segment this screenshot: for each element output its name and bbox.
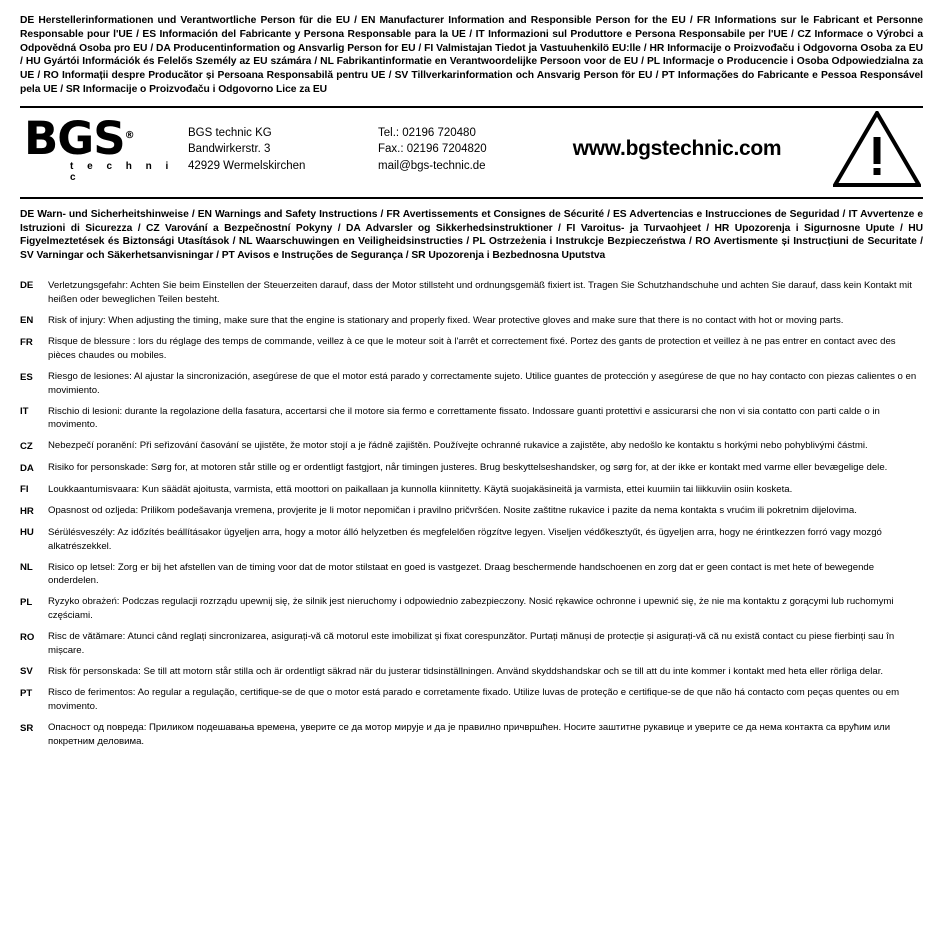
bgs-logo-wordmark: [24, 111, 174, 165]
safety-note-text: Risk of injury: When adjusting the timing, make sure that the engine is stationary and properly fixed. Wear protective gloves and make sure that there is no contact with hot or moving parts.: [48, 314, 844, 326]
list-item: [20, 370, 923, 397]
list-item: [20, 279, 923, 306]
safety-note-text: Risico op letsel: Zorg er bij het afstellen van de timing voor dat de motor stilstaat en goed is vastgezet. Draag beschermende handschoenen en zorg dat er geen contact is met hete of bewegende onderdelen.: [48, 561, 875, 587]
language-code: SV: [20, 666, 33, 678]
list-item: [20, 630, 923, 657]
safety-instructions-list: [20, 279, 923, 748]
company-telephone: Tel.: 02196 720480: [378, 126, 476, 139]
warning-triangle-icon: [833, 111, 921, 187]
list-item: [20, 504, 923, 518]
company-email: mail@bgs-technic.de: [378, 160, 486, 173]
company-city: 42929 Wermelskirchen: [188, 160, 306, 173]
safety-note-text: Rischio di lesioni: durante la regolazione della fasatura, accertarsi che il motore sia fermo e correttamente fissato. Indossare guanti protettivi e assicurarsi che non vi sia contatto con parti calde o in movimento.: [48, 405, 880, 431]
list-item: [20, 483, 923, 497]
language-code: EN: [20, 315, 34, 327]
language-code: FI: [20, 484, 29, 496]
list-item: [20, 335, 923, 362]
list-item: [20, 665, 923, 679]
list-item: [20, 405, 923, 432]
list-item: [20, 686, 923, 713]
company-street: Bandwirkerstr. 3: [188, 143, 271, 156]
language-code: FR: [20, 336, 33, 348]
bgs-logo-text: BGS: [24, 111, 125, 165]
company-address: [188, 123, 378, 175]
list-item: [20, 526, 923, 553]
safety-note-text: Risk för personskada: Se till att motorn står stilla och är ordentligt säkrad när du justerar tidsinställningen. Använd skyddshandskar och se till att du inte kommer i kontakt med heta eller rörliga delar.: [48, 665, 884, 677]
language-code: HR: [20, 505, 34, 517]
company-info-band: [20, 108, 923, 188]
language-code: HU: [20, 527, 34, 539]
language-code: PL: [20, 596, 33, 608]
safety-note-text: Nebezpečí poranění: Při seřizování časování se ujistěte, že motor stojí a je řádně zajištěn. Používejte ochranné rukavice a zajistěte, aby nedošlo ke kontaktu s horkými nebo pohyblivými částmi.: [48, 440, 868, 452]
list-item: [20, 561, 923, 588]
company-website: www.bgstechnic.com: [572, 136, 782, 160]
list-item: [20, 595, 923, 622]
list-item: [20, 721, 923, 748]
safety-note-text: Risiko for personskade: Sørg for, at motoren står stille og er ordentligt fastgjort, når timingen justeres. Brug beskyttelseshandsker, og sørg for, at der ikke er kontakt med varme eller bevægelige dele.: [48, 462, 888, 474]
manufacturer-info-header: DE Herstellerinformationen und Verantwortliche Person für die EU / EN Manufacturer Information and Responsible Person for the EU / FR Informations sur le Fabricant et Personne Responsable pour l'UE / ES Información del Fabricante y Persona Responsable para la UE / IT Informazioni sul Produttore e Persona Responsabile per l'UE / CZ Informace o Výrobci a Odpovědná Osoba pro EU / DA Producentinformation og Ansvarlig Person for EU / FI Valmistajan Tiedot ja Vastuuhenkilö EU:lle / HR Informacije o Proizvođaču i Odgovorna Osoba za EU / HU Gyártói Információk és Felelős Személy az EU számára / NL Fabrikantinformatie en Verantwoordelijke Persoon voor de EU / PL Informacje o Producencie i Osoba Odpowiedzialna za UE / RO Informații despre Producător și Persoana Responsabilă pentru UE / SV Tillverkarinformation och Ansvarig Person för EU / PT Informações do Fabricante e Pessoa Responsável pela UE / SR Informacije o Proizvođaču i Odgovorno Lice za EU: [20, 15, 923, 95]
registered-trademark-icon: ®: [124, 129, 134, 141]
company-fax: Fax.: 02196 7204820: [378, 143, 487, 156]
company-name: BGS technic KG: [188, 126, 272, 139]
bgs-logo-subtitle: t e c h n i c: [70, 160, 174, 183]
safety-note-text: Sérülésveszély: Az időzítés beállításakor ügyeljen arra, hogy a motor álló helyzetben és megfelelően rögzítve legyen. Viseljen védőkesztyűt, és ügyeljen arra, hogy ne érintkezzen forró vagy mozgó alkatrészekkel.: [48, 526, 882, 552]
language-code: IT: [20, 406, 29, 418]
list-item: [20, 439, 923, 453]
safety-note-text: Opasnost od ozljeda: Prilikom podešavanja vremena, provjerite je li motor nepomičan i pravilno pričvršćen. Nosite zaštitne rukavice i pazite da nema kontakta s vrućim ili pokretnim dijelovima.: [48, 505, 857, 517]
warning-symbol: [821, 111, 923, 187]
language-code: PT: [20, 687, 33, 699]
safety-note-text: Riesgo de lesiones: Al ajustar la sincronización, asegúrese de que el motor está parado y correctamente sujeto. Utilice guantes de protección y asegúrese de que no hay contacto con piezas calientes o en movimiento.: [48, 371, 917, 396]
language-code: DE: [20, 280, 34, 292]
language-code: RO: [20, 631, 35, 643]
list-item: [20, 461, 923, 475]
safety-note-text: Risc de vătămare: Atunci când reglați sincronizarea, asigurați-vă că motorul este imobilizat și fixat corespunzător. Purtați mănuși de protecție și asigurați-vă că nu există contact cu piese fierbinți sau în mișcare.: [48, 631, 895, 656]
safety-note-text: Risque de blessure : lors du réglage des temps de commande, veillez à ce que le moteur soit à l'arrêt et correctement fixé. Portez des gants de protection et veillez à ne pas entrer en contact avec des pièces chaudes ou mobiles.: [48, 336, 896, 361]
safety-note-text: Ryzyko obrażeń: Podczas regulacji rozrządu upewnij się, że silnik jest nieruchomy i odpowiednio zabezpieczony. Nosić rękawice ochronne i upewnić się, że nie ma kontaktu z gorącymi lub ruchomymi częściami.: [48, 596, 894, 621]
language-code: SR: [20, 722, 34, 734]
language-code: NL: [20, 562, 33, 574]
bgs-logo: [20, 111, 188, 183]
company-contact: [378, 123, 553, 175]
language-code: DA: [20, 462, 34, 474]
safety-note-text: Опасност од повреда: Приликом подешавања времена, уверите се да мотор мирује и да је правилно причвршћен. Носите заштитне рукавице и уверите се да нема контакта са врућим или покретним деловима.: [48, 722, 891, 747]
safety-note-text: Risco de ferimentos: Ao regular a regulação, certifique-se de que o motor está parado e corretamente fixado. Utilize luvas de proteção e certifique-se de que não há contacto com peças quentes ou em movimento.: [48, 687, 900, 712]
warnings-section-header: DE Warn- und Sicherheitshinweise / EN Warnings and Safety Instructions / FR Avertissements et Consignes de Sécurité / ES Advertencias e Instrucciones de Seguridad / IT Avvertenze e Istruzioni di Sicurezza / CZ Varování a Bezpečnostní Pokyny / DA Advarsler og Sikkerhedsinstruktioner / FI Varoitus- ja Turvaohjeet / HR Upozorenja i Sigurnosne Upute / HU Figyelmeztetések és Biztonsági Utasítások / NL Waarschuwingen en Veiligheidsinstructies / PL Ostrzeżenia i Instrukcje Bezpieczeństwa / RO Avertismente și Instrucțiuni de Securitate / SV Varningar och Säkerhetsanvisningar / PT Avisos e Instruções de Segurança / SR Upozorenja i Bezbednosna Uputstva: [20, 208, 923, 262]
list-item: [20, 314, 923, 328]
divider-bottom: [20, 197, 923, 199]
safety-note-text: Loukkaantumisvaara: Kun säädät ajoitusta, varmista, että moottori on paikallaan ja kunnolla kiinnitetty. Käytä suojakäsineitä ja varmista, ettei kuumiin tai liikkuviin osiin kosketa.: [48, 483, 793, 495]
language-code: CZ: [20, 440, 33, 452]
safety-note-text: Verletzungsgefahr: Achten Sie beim Einstellen der Steuerzeiten darauf, dass der Motor stillsteht und ordnungsgemäß fixiert ist. Tragen Sie Schutzhandschuhe und achten Sie darauf, dass kein Kontakt mit heißen oder beweglichen Teilen besteht.: [48, 279, 912, 305]
language-code: ES: [20, 371, 33, 383]
